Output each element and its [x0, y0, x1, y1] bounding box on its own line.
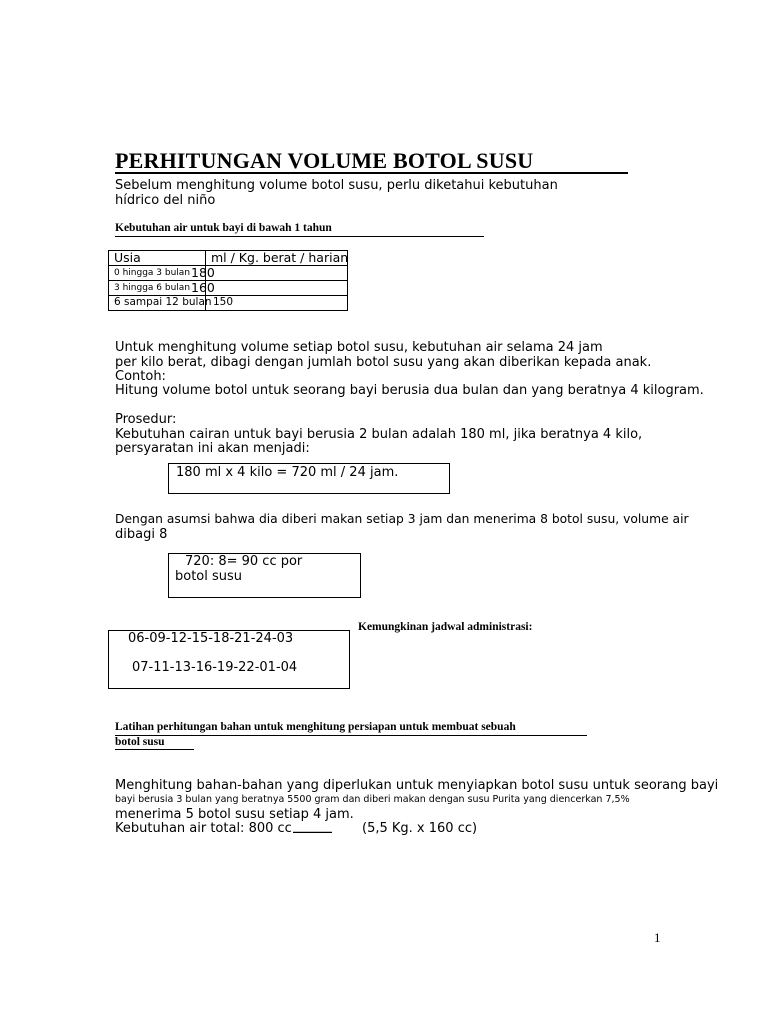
intro-line-2: hídrico del niño	[115, 193, 216, 208]
water-needs-table	[108, 250, 348, 311]
assumption-line-1: Dengan asumsi bahwa dia diberi makan setiap 3 jam dan menerima 8 botol susu, volume air	[115, 512, 689, 526]
explanation-line-3: Contoh:	[115, 369, 166, 384]
title-underline	[115, 172, 628, 174]
table-cell-value: 150	[213, 296, 234, 308]
section-heading-water-needs: Kebutuhan air untuk bayi di bawah 1 tahun	[115, 222, 332, 234]
schedule-box	[108, 630, 350, 689]
exercise-line-2: bayi berusia 3 bulan yang beratnya 5500 gram dan diberi makan dengan susu Purita yang diencerkan 7,5%	[115, 794, 630, 805]
section-heading-underline	[115, 236, 484, 237]
procedure-label: Prosedur:	[115, 412, 177, 427]
section-heading-underline	[115, 749, 194, 750]
table-cell-age: 6 sampai 12 bulan	[114, 296, 212, 308]
result-line-2: botol susu	[175, 569, 243, 584]
table-header-age: Usia	[114, 250, 141, 265]
exercise-total-label: Kebutuhan air total: 800 cc	[115, 821, 292, 836]
result-box	[168, 553, 361, 598]
assumption-line-2: dibagi 8	[115, 527, 168, 542]
section-heading-exercise-cont: botol susu	[115, 736, 165, 748]
intro-line-1: Sebelum menghitung volume botol susu, perlu diketahui kebutuhan	[115, 178, 558, 193]
explanation-line-1: Untuk menghitung volume setiap botol susu, kebutuhan air selama 24 jam	[115, 340, 603, 355]
table-cell-age: 3 hingga 6 bulan	[114, 283, 191, 293]
schedule-line-1: 06-09-12-15-18-21-24-03	[128, 631, 294, 646]
explanation-line-4: Hitung volume botol untuk seorang bayi berusia dua bulan dan yang beratnya 4 kilogram.	[115, 383, 704, 398]
exercise-line-3: menerima 5 botol susu setiap 4 jam.	[115, 807, 354, 822]
table-header-ml-per-kg: ml / Kg. berat / harian	[211, 250, 349, 265]
section-heading-exercise: Latihan perhitungan bahan untuk menghitung persiapan untuk membuat sebuah	[115, 721, 516, 733]
schedule-heading: Kemungkinan jadwal administrasi:	[358, 621, 533, 633]
exercise-calculation: (5,5 Kg. x 160 cc)	[362, 821, 478, 836]
table-cell-age: 0 hingga 3 bulan	[114, 268, 191, 278]
exercise-line-1: Menghitung bahan-bahan yang diperlukan untuk menyiapkan botol susu untuk seorang bayi	[115, 778, 719, 793]
formula-text: 180 ml x 4 kilo = 720 ml / 24 jam.	[176, 465, 399, 480]
formula-box	[168, 463, 450, 494]
page-number: 1	[654, 930, 661, 945]
table-row-divider	[108, 280, 348, 281]
section-heading-underline	[115, 735, 587, 736]
explanation-line-2: per kilo berat, dibagi dengan jumlah botol susu yang akan diberikan kepada anak.	[115, 355, 652, 370]
table-row-divider	[108, 265, 348, 266]
table-cell-value: 160	[191, 280, 215, 295]
procedure-line-1: Kebutuhan cairan untuk bayi berusia 2 bulan adalah 180 ml, jika beratnya 4 kilo,	[115, 427, 643, 442]
schedule-line-2: 07-11-13-16-19-22-01-04	[132, 660, 298, 675]
exercise-blank: ______	[293, 819, 332, 834]
procedure-line-2: persyaratan ini akan menjadi:	[115, 441, 310, 456]
result-line-1: 720: 8= 90 cc por	[185, 554, 303, 569]
table-cell-value: 180	[191, 265, 215, 280]
page-title: PERHITUNGAN VOLUME BOTOL SUSU	[115, 148, 534, 173]
